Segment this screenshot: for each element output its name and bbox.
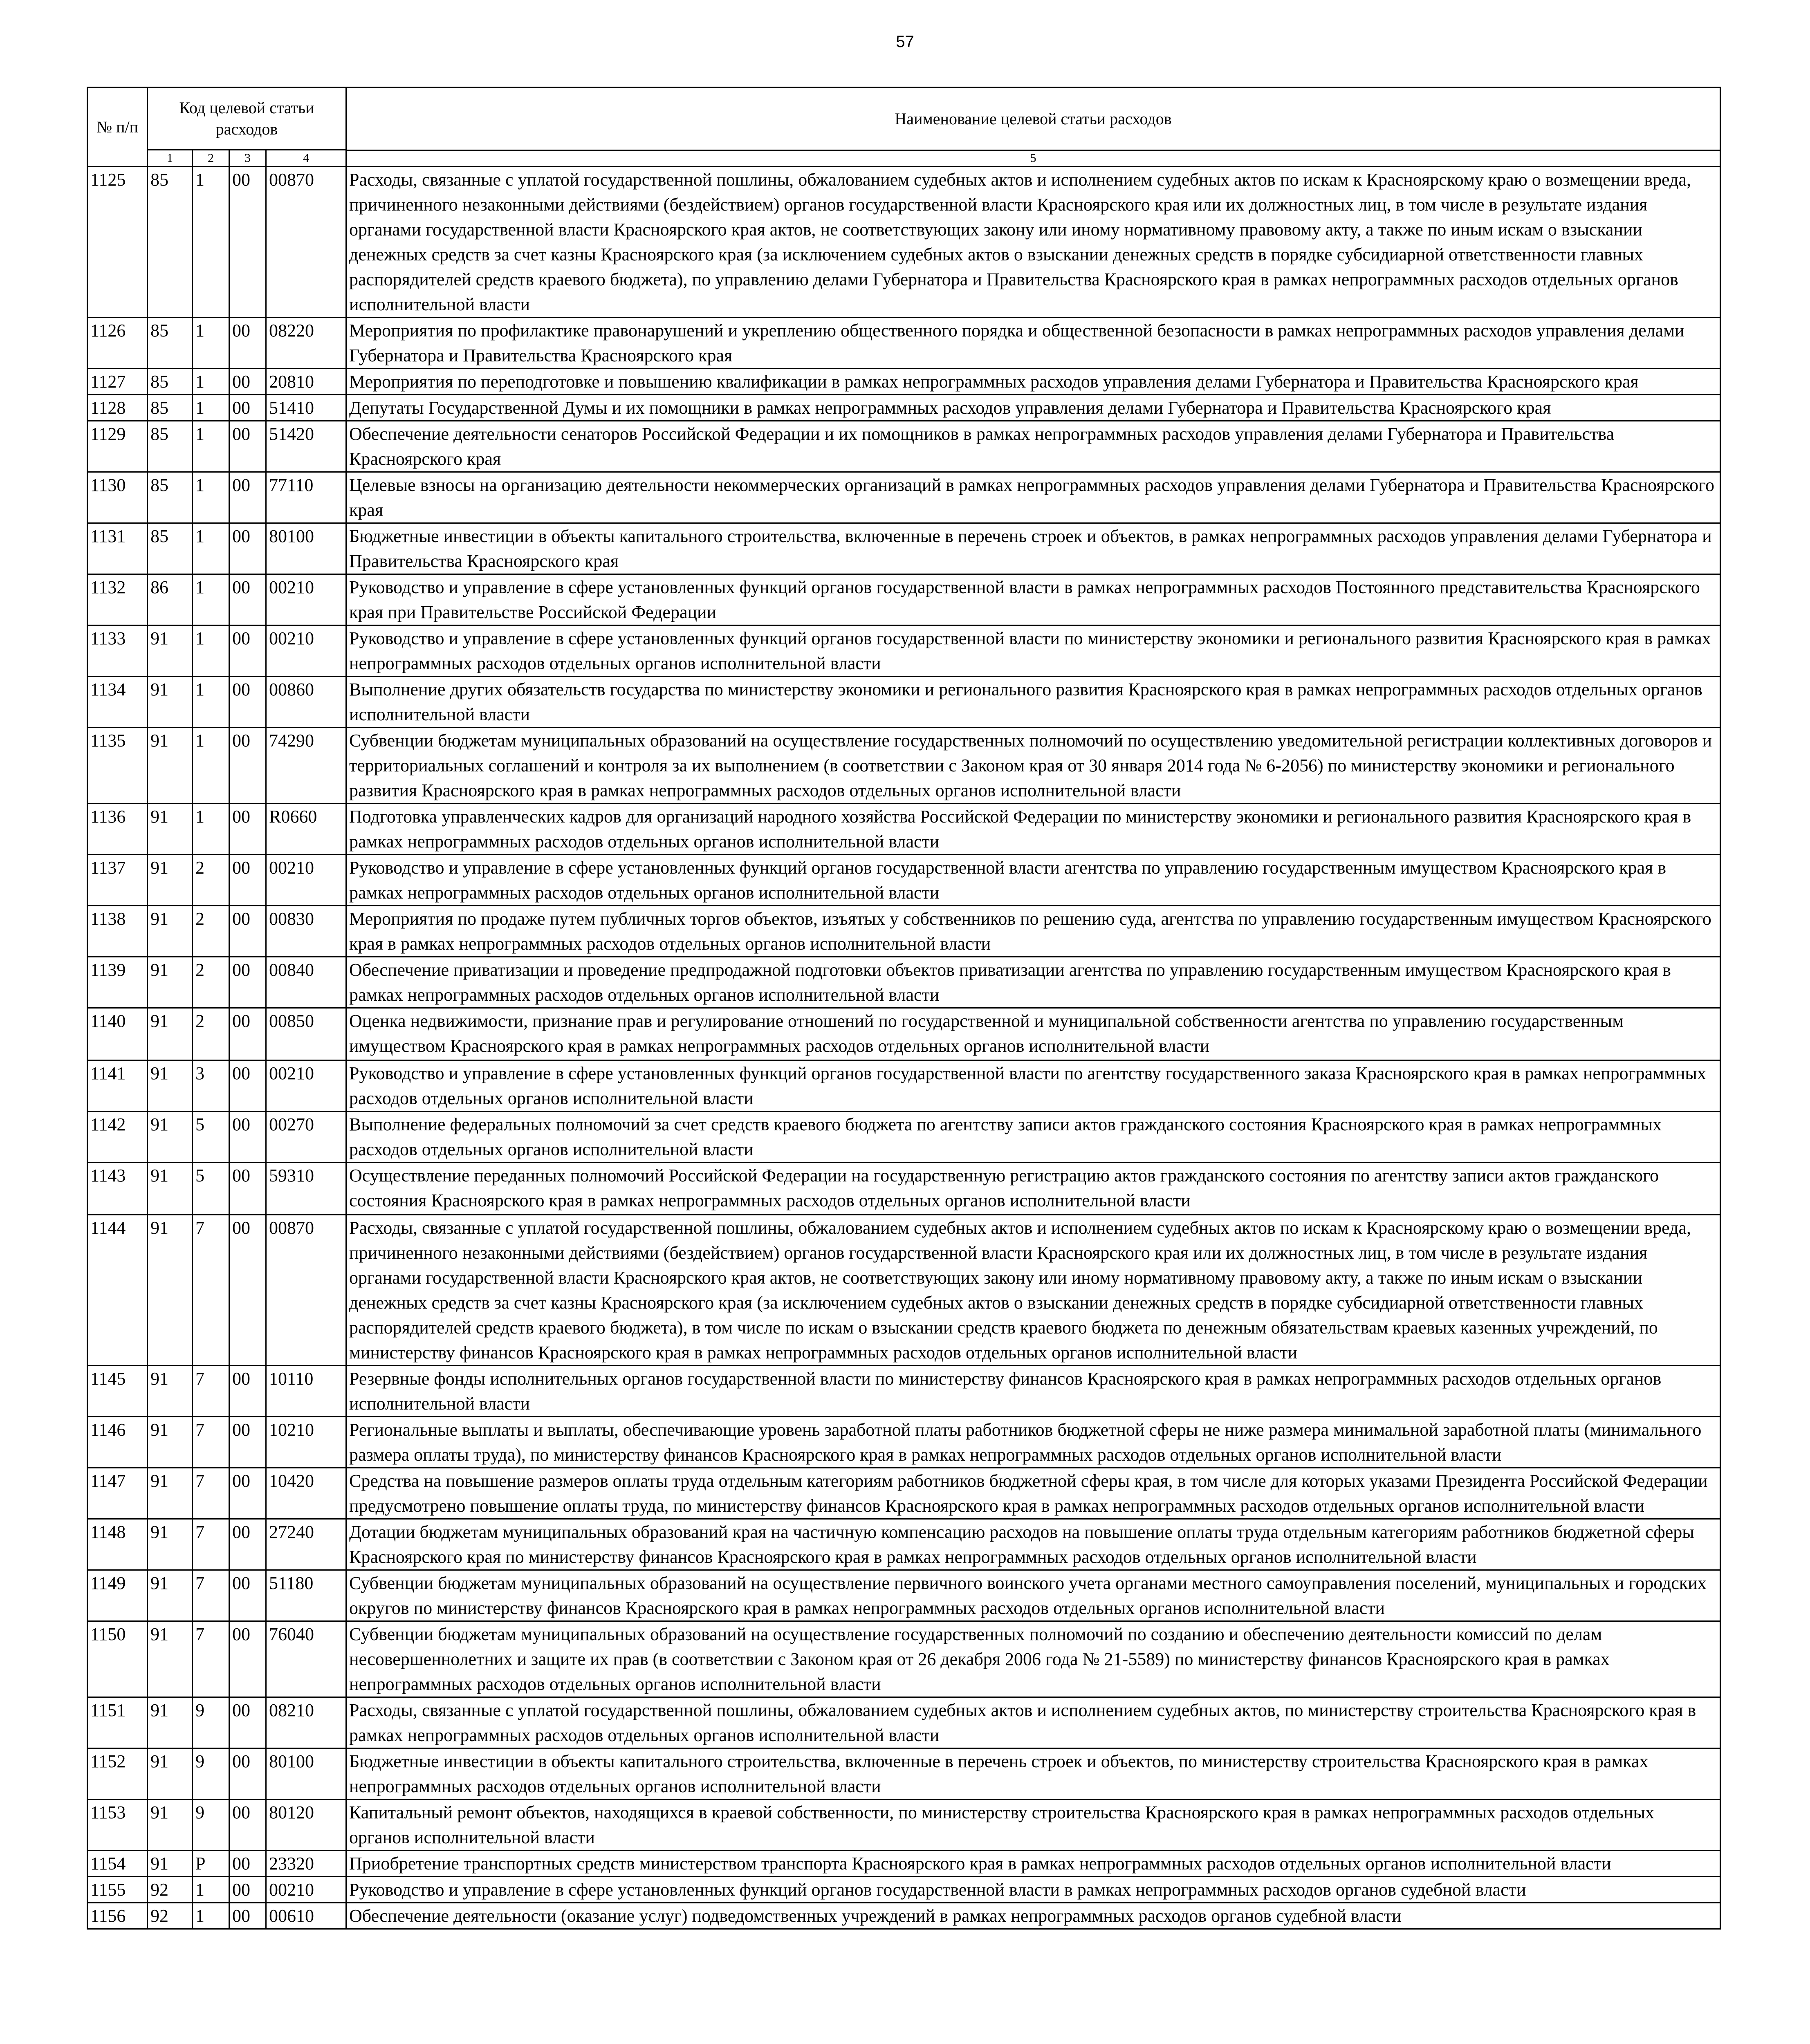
- code-part-4: 08220: [266, 318, 346, 369]
- expense-name: Обеспечение деятельности сенаторов Российской Федерации и их помощников в рамках непрограммных расходов управления делами Губернатора и Правительства Красноярского края: [346, 421, 1720, 472]
- code-part-3: 00: [229, 472, 266, 523]
- code-part-4: 00610: [266, 1903, 346, 1929]
- header-code: Код целевой статьи расходов: [148, 87, 346, 150]
- header-col-2: 2: [193, 150, 229, 167]
- code-part-2: 1: [193, 804, 229, 855]
- code-part-2: 1: [193, 472, 229, 523]
- header-col-5: 5: [347, 150, 1720, 166]
- expense-name: Обеспечение деятельности (оказание услуг) подведомственных учреждений в рамках непрограммных расходов органов судебной власти: [346, 1903, 1720, 1929]
- code-part-4: R0660: [266, 804, 346, 855]
- table-row: [87, 855, 1720, 906]
- table-row: [87, 472, 1720, 523]
- code-part-3: 00: [229, 1163, 266, 1215]
- table-row: [87, 1697, 1720, 1748]
- code-part-2: 1: [193, 421, 229, 472]
- table-row: [87, 1008, 1720, 1060]
- code-part-2: 1: [193, 625, 229, 677]
- row-number: 1128: [87, 395, 148, 421]
- code-part-4: 76040: [266, 1621, 346, 1697]
- code-part-4: 00210: [266, 1060, 346, 1112]
- expense-name: Расходы, связанные с уплатой государственной пошлины, обжалованием судебных актов и исполнением судебных актов, по министерству строительства Красноярского края в рамках непрограммных расходов отдельных органов исполнительной власти: [346, 1697, 1720, 1748]
- code-part-1: 92: [148, 1877, 193, 1903]
- row-number: 1127: [87, 369, 148, 395]
- code-part-3: 00: [229, 1417, 266, 1468]
- code-part-1: 85: [148, 167, 193, 318]
- row-number: 1155: [87, 1877, 148, 1903]
- code-part-4: 20810: [266, 369, 346, 395]
- code-part-4: 08210: [266, 1697, 346, 1748]
- code-part-3: 00: [229, 421, 266, 472]
- table-row: [87, 1366, 1720, 1417]
- row-number: 1153: [87, 1800, 148, 1851]
- code-part-4: 00210: [266, 1877, 346, 1903]
- expense-name: Бюджетные инвестиции в объекты капитального строительства, включенные в перечень строек и объектов, по министерству строительства Красноярского края в рамках непрограммных расходов отдельных органов исполнительной власти: [346, 1748, 1720, 1800]
- code-part-2: 2: [193, 957, 229, 1008]
- code-part-2: 7: [193, 1215, 229, 1366]
- expense-name: Выполнение других обязательств государства по министерству экономики и регионального развития Красноярского края в рамках непрограммных расходов отдельных органов исполнительной власти: [346, 677, 1720, 728]
- code-part-1: 85: [148, 421, 193, 472]
- code-part-2: 1: [193, 369, 229, 395]
- code-part-3: 00: [229, 677, 266, 728]
- code-part-1: 91: [148, 1468, 193, 1519]
- code-part-2: 2: [193, 906, 229, 957]
- code-part-3: 00: [229, 625, 266, 677]
- header-row: [87, 87, 1720, 150]
- expense-name: Депутаты Государственной Думы и их помощники в рамках непрограммных расходов управления делами Губернатора и Правительства Красноярского края: [346, 395, 1720, 421]
- expense-name: Субвенции бюджетам муниципальных образований на осуществление государственных полномочий по осуществлению уведомительной регистрации коллективных договоров и территориальных соглашений и контроля за их выполнением (в соответствии с Законом края от 30 января 2014 года № 6-2056) по министерству экономики и регионального развития Красноярского края в рамках непрограммных расходов отдельных органов исполнительной власти: [346, 728, 1720, 804]
- code-part-1: 91: [148, 1008, 193, 1060]
- expense-name: Расходы, связанные с уплатой государственной пошлины, обжалованием судебных актов и исполнением судебных актов по искам к Красноярскому краю о возмещении вреда, причиненного незаконными действиями (бездействием) органов государственной власти Красноярского края или их должностных лиц, в том числе в результате издания органами государственной власти Красноярского края актов, не соответствующих закону или иному нормативному правовому акту, а также по иным искам о взыскании денежных средств за счет казны Красноярского края (за исключением судебных актов о взыскании денежных средств в порядке субсидиарной ответственности главных распорядителей средств краевого бюджета), по управлению делами Губернатора и Правительства Красноярского края в рамках непрограммных расходов отдельных органов исполнительной власти: [346, 167, 1720, 318]
- row-number: 1140: [87, 1008, 148, 1060]
- code-part-3: 00: [229, 1621, 266, 1697]
- code-part-2: 9: [193, 1748, 229, 1800]
- expense-name: Руководство и управление в сфере установленных функций органов государственной власти в рамках непрограммных расходов Постоянного представительства Красноярского края при Правительстве Российской Федерации: [346, 574, 1720, 625]
- table-row: [87, 906, 1720, 957]
- code-part-1: 91: [148, 1215, 193, 1366]
- code-part-4: 00270: [266, 1112, 346, 1163]
- code-part-3: 00: [229, 1008, 266, 1060]
- code-part-1: 91: [148, 1748, 193, 1800]
- table-row: [87, 1112, 1720, 1163]
- row-number: 1125: [87, 167, 148, 318]
- code-part-1: 85: [148, 472, 193, 523]
- code-part-4: 00870: [266, 1215, 346, 1366]
- expense-name: Мероприятия по переподготовке и повышению квалификации в рамках непрограммных расходов управления делами Губернатора и Правительства Красноярского края: [346, 369, 1720, 395]
- code-part-1: 91: [148, 1621, 193, 1697]
- header-name-label: Наименование целевой статьи расходов: [895, 110, 1172, 128]
- code-part-2: 7: [193, 1621, 229, 1697]
- code-part-2: 5: [193, 1163, 229, 1215]
- code-part-3: 00: [229, 1366, 266, 1417]
- table-row: [87, 421, 1720, 472]
- code-part-2: 2: [193, 855, 229, 906]
- code-part-1: 91: [148, 1851, 193, 1877]
- code-part-4: 27240: [266, 1519, 346, 1570]
- row-number: 1154: [87, 1851, 148, 1877]
- code-part-1: 86: [148, 574, 193, 625]
- code-part-3: 00: [229, 1903, 266, 1929]
- header-col-4: 4: [266, 150, 346, 167]
- expense-name: Субвенции бюджетам муниципальных образований на осуществление государственных полномочий по созданию и обеспечению деятельности комиссий по делам несовершеннолетних и защите их прав (в соответствии с Законом края от 26 декабря 2006 года № 21-5589) по министерству финансов Красноярского края в рамках непрограммных расходов отдельных органов исполнительной власти: [346, 1621, 1720, 1697]
- code-part-4: 00860: [266, 677, 346, 728]
- code-part-1: 85: [148, 369, 193, 395]
- code-part-4: 80100: [266, 1748, 346, 1800]
- code-part-1: 85: [148, 318, 193, 369]
- table-row: [87, 523, 1720, 574]
- header-num: № п/п: [87, 87, 148, 167]
- table-row: [87, 1215, 1720, 1366]
- table-row: [87, 1417, 1720, 1468]
- table-row: [87, 1800, 1720, 1851]
- table-body: [87, 167, 1720, 1929]
- row-number: 1135: [87, 728, 148, 804]
- code-part-4: 80100: [266, 523, 346, 574]
- code-part-3: 00: [229, 1748, 266, 1800]
- code-part-2: 7: [193, 1468, 229, 1519]
- row-number: 1134: [87, 677, 148, 728]
- code-part-3: 00: [229, 957, 266, 1008]
- code-part-3: 00: [229, 1468, 266, 1519]
- row-number: 1156: [87, 1903, 148, 1929]
- code-part-3: 00: [229, 574, 266, 625]
- expense-name: Субвенции бюджетам муниципальных образований на осуществление первичного воинского учета органами местного самоуправления поселений, муниципальных и городских округов по министерству финансов Красноярского края в рамках непрограммных расходов отдельных органов исполнительной власти: [346, 1570, 1720, 1621]
- code-part-1: 91: [148, 1697, 193, 1748]
- row-number: 1132: [87, 574, 148, 625]
- code-part-2: 1: [193, 1877, 229, 1903]
- code-part-2: 1: [193, 574, 229, 625]
- row-number: 1141: [87, 1060, 148, 1112]
- expense-name: Руководство и управление в сфере установленных функций органов государственной власти по агентству государственного заказа Красноярского края в рамках непрограммных расходов отдельных органов исполнительной власти: [346, 1060, 1720, 1112]
- table-row: [87, 369, 1720, 395]
- code-part-3: 00: [229, 804, 266, 855]
- code-part-1: 91: [148, 906, 193, 957]
- row-number: 1137: [87, 855, 148, 906]
- row-number: 1126: [87, 318, 148, 369]
- code-part-2: 7: [193, 1570, 229, 1621]
- code-part-4: 51180: [266, 1570, 346, 1621]
- code-part-2: 9: [193, 1800, 229, 1851]
- code-part-1: 91: [148, 1519, 193, 1570]
- expense-name: Средства на повышение размеров оплаты труда отдельным категориям работников бюджетной сферы края, в том числе для которых указами Президента Российской Федерации предусмотрено повышение оплаты труда, по министерству финансов Красноярского края в рамках непрограммных расходов отдельных органов исполнительной власти: [346, 1468, 1720, 1519]
- row-number: 1138: [87, 906, 148, 957]
- row-number: 1143: [87, 1163, 148, 1215]
- code-part-2: 7: [193, 1366, 229, 1417]
- code-part-3: 00: [229, 1060, 266, 1112]
- page-number: 57: [896, 33, 914, 51]
- row-number: 1151: [87, 1697, 148, 1748]
- row-number: 1131: [87, 523, 148, 574]
- expense-name: Руководство и управление в сфере установленных функций органов государственной власти в рамках непрограммных расходов органов судебной власти: [346, 1877, 1720, 1903]
- row-number: 1144: [87, 1215, 148, 1366]
- table-row: [87, 1163, 1720, 1215]
- row-number: 1142: [87, 1112, 148, 1163]
- code-part-2: 7: [193, 1519, 229, 1570]
- row-number: 1147: [87, 1468, 148, 1519]
- expense-name: Выполнение федеральных полномочий за счет средств краевого бюджета по агентству записи актов гражданского состояния Красноярского края в рамках непрограммных расходов отдельных органов исполнительной власти: [346, 1112, 1720, 1163]
- code-part-2: 7: [193, 1417, 229, 1468]
- code-part-3: 00: [229, 1697, 266, 1748]
- code-part-1: 91: [148, 728, 193, 804]
- row-number: 1149: [87, 1570, 148, 1621]
- code-part-3: 00: [229, 318, 266, 369]
- table-row: [87, 1851, 1720, 1877]
- code-part-4: 10210: [266, 1417, 346, 1468]
- table-row: [87, 1519, 1720, 1570]
- expense-name: Осуществление переданных полномочий Российской Федерации на государственную регистрацию актов гражданского состояния по агентству записи актов гражданского состояния Красноярского края в рамках непрограммных расходов отдельных органов исполнительной власти: [346, 1163, 1720, 1215]
- table-row: [87, 1748, 1720, 1800]
- code-part-2: 1: [193, 523, 229, 574]
- table-row: [87, 574, 1720, 625]
- code-part-1: 85: [148, 395, 193, 421]
- row-number: 1129: [87, 421, 148, 472]
- code-part-4: 00210: [266, 625, 346, 677]
- code-part-4: 51420: [266, 421, 346, 472]
- code-part-3: 00: [229, 906, 266, 957]
- expense-name: Руководство и управление в сфере установленных функций органов государственной власти по министерству экономики и регионального развития Красноярского края в рамках непрограммных расходов отдельных органов исполнительной власти: [346, 625, 1720, 677]
- table-row: [87, 728, 1720, 804]
- code-part-3: 00: [229, 1877, 266, 1903]
- header-name: [346, 87, 1720, 167]
- table-row: [87, 1621, 1720, 1697]
- code-part-4: 74290: [266, 728, 346, 804]
- code-part-2: 1: [193, 395, 229, 421]
- row-number: 1136: [87, 804, 148, 855]
- code-part-4: 00830: [266, 906, 346, 957]
- code-part-1: 91: [148, 625, 193, 677]
- code-part-4: 77110: [266, 472, 346, 523]
- code-part-3: 00: [229, 167, 266, 318]
- code-part-1: 85: [148, 523, 193, 574]
- table-row: [87, 804, 1720, 855]
- code-part-3: 00: [229, 523, 266, 574]
- code-part-1: 91: [148, 1060, 193, 1112]
- expense-name: Расходы, связанные с уплатой государственной пошлины, обжалованием судебных актов и исполнением судебных актов по искам к Красноярскому краю о возмещении вреда, причиненного незаконными действиями (бездействием) органов государственной власти Красноярского края или их должностных лиц, в том числе в результате издания органами государственной власти Красноярского края актов, не соответствующих закону или иному нормативному правовому акту, а также по иным искам о взыскании денежных средств за счет казны Красноярского края (за исключением судебных актов о взыскании денежных средств в порядке субсидиарной ответственности главных распорядителей средств краевого бюджета), в том числе по искам о взыскании средств краевого бюджета по денежным обязательствам краевых казенных учреждений, по министерству финансов Красноярского края в рамках непрограммных расходов отдельных органов исполнительной власти: [346, 1215, 1720, 1366]
- code-part-1: 91: [148, 1800, 193, 1851]
- header-col-3: 3: [229, 150, 266, 167]
- expense-name: Приобретение транспортных средств министерством транспорта Красноярского края в рамках непрограммных расходов отдельных органов исполнительной власти: [346, 1851, 1720, 1877]
- code-part-3: 00: [229, 1570, 266, 1621]
- row-number: 1130: [87, 472, 148, 523]
- table-row: [87, 167, 1720, 318]
- code-part-1: 92: [148, 1903, 193, 1929]
- expense-name: Подготовка управленческих кадров для организаций народного хозяйства Российской Федерации по министерству экономики и регионального развития Красноярского края в рамках непрограммных расходов отдельных органов исполнительной власти: [346, 804, 1720, 855]
- expense-name: Оценка недвижимости, признание прав и регулирование отношений по государственной и муниципальной собственности агентства по управлению государственным имуществом Красноярского края в рамках непрограммных расходов отдельных органов исполнительной власти: [346, 1008, 1720, 1060]
- code-part-4: 80120: [266, 1800, 346, 1851]
- code-part-4: 00870: [266, 167, 346, 318]
- code-part-1: 91: [148, 1112, 193, 1163]
- row-number: 1139: [87, 957, 148, 1008]
- header-col-1: 1: [148, 150, 193, 167]
- code-part-1: 91: [148, 855, 193, 906]
- expense-name: Обеспечение приватизации и проведение предпродажной подготовки объектов приватизации агентства по управлению государственным имуществом Красноярского края в рамках непрограммных расходов отдельных органов исполнительной власти: [346, 957, 1720, 1008]
- code-part-2: 1: [193, 728, 229, 804]
- code-part-1: 91: [148, 1570, 193, 1621]
- code-part-2: Р: [193, 1851, 229, 1877]
- code-part-4: 51410: [266, 395, 346, 421]
- code-part-4: 00850: [266, 1008, 346, 1060]
- code-part-3: 00: [229, 728, 266, 804]
- code-part-3: 00: [229, 1112, 266, 1163]
- code-part-3: 00: [229, 1519, 266, 1570]
- expense-name: Резервные фонды исполнительных органов государственной власти по министерству финансов Красноярского края в рамках непрограммных расходов отдельных органов исполнительной власти: [346, 1366, 1720, 1417]
- code-part-4: 00210: [266, 574, 346, 625]
- expense-name: Целевые взносы на организацию деятельности некоммерческих организаций в рамках непрограммных расходов управления делами Губернатора и Правительства Красноярского края: [346, 472, 1720, 523]
- code-part-1: 91: [148, 957, 193, 1008]
- expense-name: Дотации бюджетам муниципальных образований края на частичную компенсацию расходов на повышение оплаты труда отдельным категориям работников бюджетной сферы Красноярского края по министерству финансов Красноярского края в рамках непрограммных расходов отдельных органов исполнительной власти: [346, 1519, 1720, 1570]
- row-number: 1148: [87, 1519, 148, 1570]
- code-part-2: 1: [193, 318, 229, 369]
- code-part-1: 91: [148, 677, 193, 728]
- expense-name: Мероприятия по профилактике правонарушений и укреплению общественного порядка и общественной безопасности в рамках непрограммных расходов управления делами Губернатора и Правительства Красноярского края: [346, 318, 1720, 369]
- row-number: 1145: [87, 1366, 148, 1417]
- code-part-2: 1: [193, 677, 229, 728]
- table-row: [87, 1570, 1720, 1621]
- code-part-4: 10420: [266, 1468, 346, 1519]
- code-part-1: 91: [148, 1163, 193, 1215]
- expense-name: Капитальный ремонт объектов, находящихся в краевой собственности, по министерству строительства Красноярского края в рамках непрограммных расходов отдельных органов исполнительной власти: [346, 1800, 1720, 1851]
- table-row: [87, 625, 1720, 677]
- table-row: [87, 1468, 1720, 1519]
- code-part-4: 00210: [266, 855, 346, 906]
- row-number: 1150: [87, 1621, 148, 1697]
- expense-name: Руководство и управление в сфере установленных функций органов государственной власти агентства по управлению государственным имуществом Красноярского края в рамках непрограммных расходов отдельных органов исполнительной власти: [346, 855, 1720, 906]
- code-part-4: 00840: [266, 957, 346, 1008]
- code-part-3: 00: [229, 1800, 266, 1851]
- table-row: [87, 1877, 1720, 1903]
- code-part-4: 10110: [266, 1366, 346, 1417]
- code-part-1: 91: [148, 1417, 193, 1468]
- code-part-1: 91: [148, 1366, 193, 1417]
- table-header: [87, 87, 1720, 167]
- code-part-1: 91: [148, 804, 193, 855]
- code-part-2: 1: [193, 167, 229, 318]
- expense-name: Региональные выплаты и выплаты, обеспечивающие уровень заработной платы работников бюджетной сферы не ниже размера минимальной заработной платы (минимального размера оплаты труда), по министерству финансов Красноярского края в рамках непрограммных расходов отдельных органов исполнительной власти: [346, 1417, 1720, 1468]
- target-expense-table: [87, 87, 1721, 1930]
- code-part-4: 59310: [266, 1163, 346, 1215]
- code-part-3: 00: [229, 855, 266, 906]
- row-number: 1152: [87, 1748, 148, 1800]
- code-part-2: 9: [193, 1697, 229, 1748]
- table-row: [87, 318, 1720, 369]
- expense-name: Мероприятия по продаже путем публичных торгов объектов, изъятых у собственников по решению суда, агентства по управлению государственным имуществом Красноярского края в рамках непрограммных расходов отдельных органов исполнительной власти: [346, 906, 1720, 957]
- code-part-3: 00: [229, 369, 266, 395]
- expense-name: Бюджетные инвестиции в объекты капитального строительства, включенные в перечень строек и объектов, в рамках непрограммных расходов управления делами Губернатора и Правительства Красноярского края: [346, 523, 1720, 574]
- code-part-3: 00: [229, 395, 266, 421]
- code-part-2: 1: [193, 1903, 229, 1929]
- code-part-2: 3: [193, 1060, 229, 1112]
- table-row: [87, 395, 1720, 421]
- table-row: [87, 1060, 1720, 1112]
- table-row: [87, 677, 1720, 728]
- table-row: [87, 1903, 1720, 1929]
- code-part-2: 5: [193, 1112, 229, 1163]
- code-part-2: 2: [193, 1008, 229, 1060]
- row-number: 1146: [87, 1417, 148, 1468]
- row-number: 1133: [87, 625, 148, 677]
- code-part-4: 23320: [266, 1851, 346, 1877]
- code-part-3: 00: [229, 1851, 266, 1877]
- table-row: [87, 957, 1720, 1008]
- code-part-3: 00: [229, 1215, 266, 1366]
